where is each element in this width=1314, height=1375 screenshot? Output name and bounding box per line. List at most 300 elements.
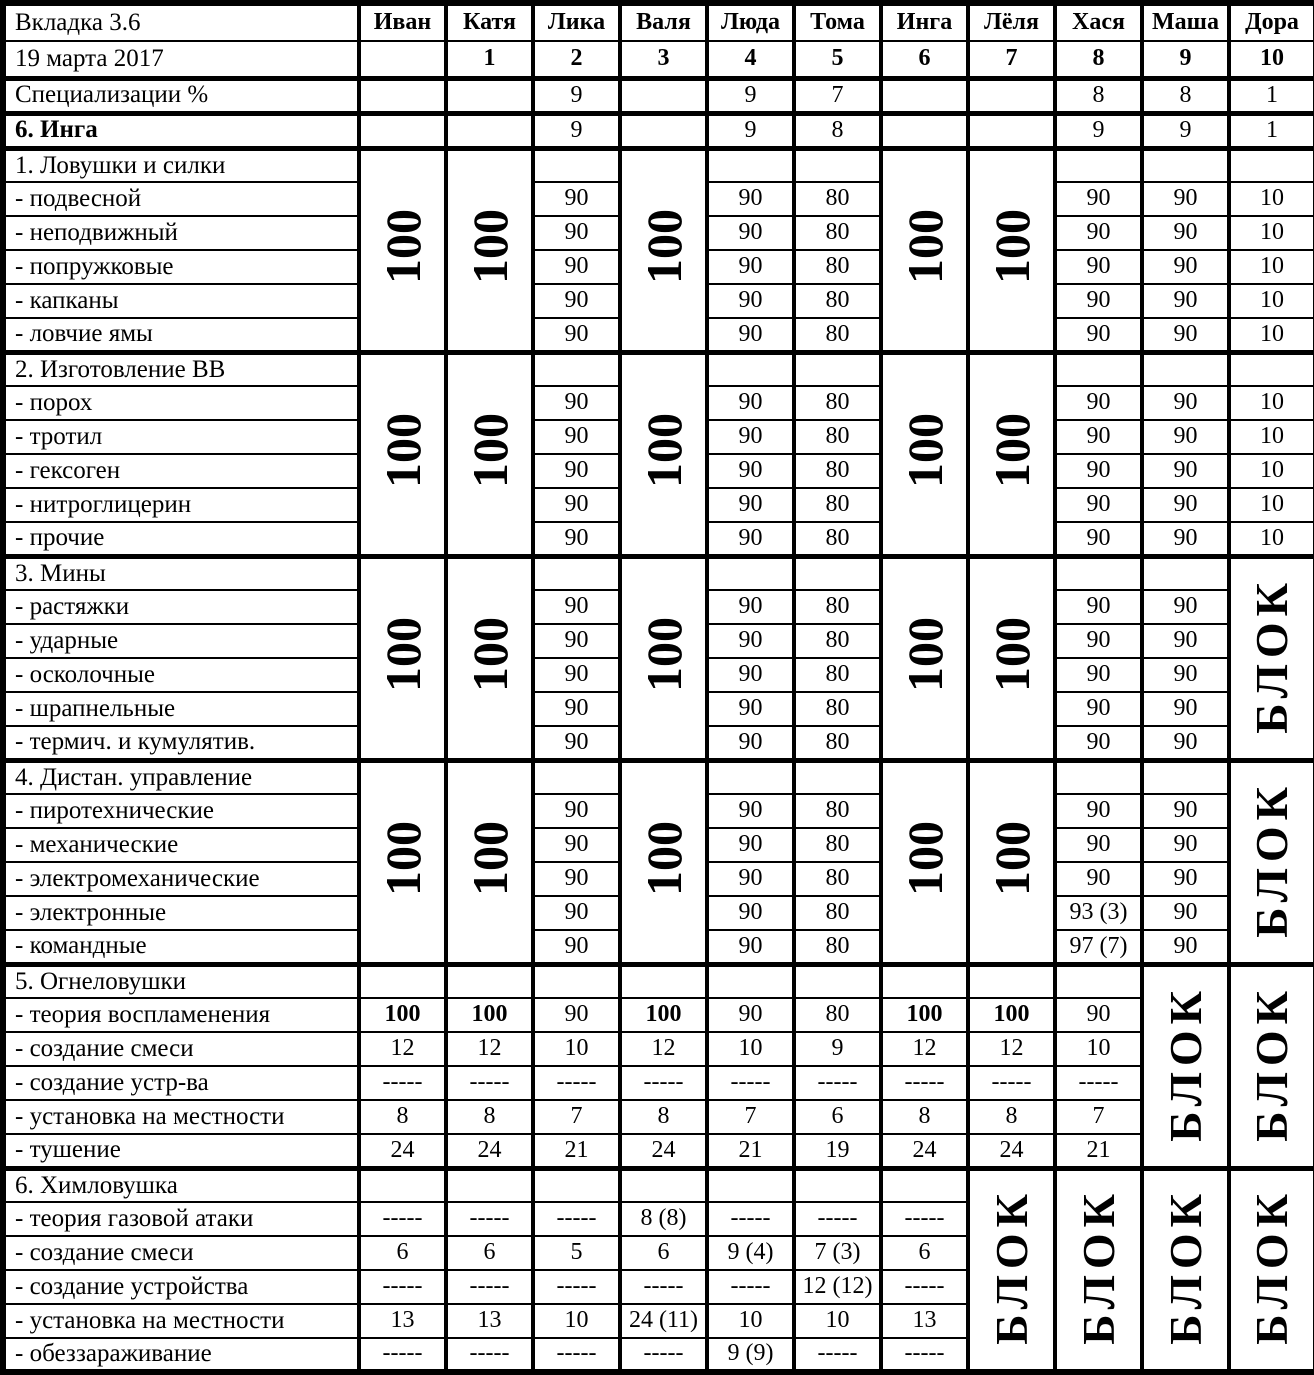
column-header: Лёля: [968, 3, 1055, 41]
value-cell: 10: [1229, 386, 1314, 420]
empty-cell: [1055, 148, 1142, 182]
value-cell: 9: [533, 113, 620, 148]
value-cell: 90: [1142, 862, 1229, 896]
vertical-text: 100: [983, 413, 1040, 489]
blocked-cell: [1142, 964, 1229, 1168]
item-label: - пиротехнические: [3, 794, 359, 828]
merged-100-cell: [620, 760, 707, 964]
item-label: - создание смеси: [3, 1236, 359, 1270]
value-cell: 100: [446, 998, 533, 1032]
column-number: 6: [881, 41, 968, 78]
table-row: [3, 556, 1314, 590]
value-cell: 80: [794, 624, 881, 658]
value-cell: 24: [359, 1134, 446, 1168]
merged-100-cell: [968, 352, 1055, 556]
vertical-text: 100: [896, 617, 953, 693]
value-cell: 90: [1055, 488, 1142, 522]
value-cell: 90: [707, 522, 794, 556]
value-cell: 7 (3): [794, 1236, 881, 1270]
value-cell: 24: [881, 1134, 968, 1168]
table-row: [3, 3, 1314, 41]
item-label: - электронные: [3, 896, 359, 930]
empty-cell: [533, 556, 620, 590]
empty-cell: [1055, 556, 1142, 590]
value-cell: 80: [794, 998, 881, 1032]
value-cell: 90: [533, 862, 620, 896]
value-cell: 90: [533, 386, 620, 420]
value-cell: 8: [1055, 78, 1142, 113]
value-cell: 7: [533, 1100, 620, 1134]
vertical-text: 100: [461, 413, 518, 489]
value-cell: 90: [1142, 216, 1229, 250]
empty-cell: [533, 148, 620, 182]
value-cell: [359, 113, 446, 148]
value-cell: -----: [620, 1338, 707, 1372]
value-cell: 24: [620, 1134, 707, 1168]
value-cell: 90: [1142, 794, 1229, 828]
empty-cell: [1055, 760, 1142, 794]
merged-100-cell: [359, 148, 446, 352]
empty-cell: [533, 760, 620, 794]
empty-cell: [707, 760, 794, 794]
table-row: [3, 148, 1314, 182]
vertical-text: 100: [896, 209, 953, 285]
empty-cell: [533, 1168, 620, 1202]
vertical-text: 100: [461, 821, 518, 897]
value-cell: 90: [707, 726, 794, 760]
value-cell: 90: [1055, 828, 1142, 862]
skills-table-body: [3, 3, 1314, 1372]
vertical-text: БЛОК: [1072, 1188, 1124, 1345]
empty-cell: [794, 556, 881, 590]
value-cell: 10: [1229, 318, 1314, 352]
empty-cell: [707, 964, 794, 998]
item-label: - установка на местности: [3, 1100, 359, 1134]
value-cell: -----: [359, 1270, 446, 1304]
value-cell: 5: [533, 1236, 620, 1270]
value-cell: 97 (7): [1055, 930, 1142, 964]
merged-100-cell: [881, 556, 968, 760]
value-cell: 21: [707, 1134, 794, 1168]
value-cell: 90: [1142, 284, 1229, 318]
item-label: - растяжки: [3, 590, 359, 624]
value-cell: 90: [1142, 182, 1229, 216]
empty-cell: [1055, 964, 1142, 998]
column-header: Тома: [794, 3, 881, 41]
vertical-text: БЛОК: [1246, 1188, 1297, 1345]
item-label: - обеззараживание: [3, 1338, 359, 1372]
empty-cell: [1142, 760, 1229, 794]
table-row: [3, 1066, 1314, 1100]
vertical-text: 100: [461, 209, 518, 285]
column-number: 2: [533, 41, 620, 78]
value-cell: 90: [707, 182, 794, 216]
value-cell: 1: [1229, 78, 1314, 113]
column-header: Инга: [881, 3, 968, 41]
merged-100-cell: [620, 352, 707, 556]
merged-100-cell: [881, 760, 968, 964]
value-cell: 10: [1229, 420, 1314, 454]
section-title: 1. Ловушки и силки: [3, 148, 359, 182]
value-cell: 10: [1229, 284, 1314, 318]
merged-100-cell: [359, 760, 446, 964]
value-cell: 90: [1142, 828, 1229, 862]
vertical-text: 100: [896, 413, 953, 489]
value-cell: 90: [1055, 454, 1142, 488]
value-cell: 90: [1055, 998, 1142, 1032]
value-cell: 80: [794, 318, 881, 352]
merged-100-cell: [881, 352, 968, 556]
merged-100-cell: [968, 148, 1055, 352]
empty-cell: [533, 352, 620, 386]
value-cell: 90: [707, 896, 794, 930]
value-cell: -----: [359, 1066, 446, 1100]
value-cell: 90: [707, 420, 794, 454]
item-label: - подвесной: [3, 182, 359, 216]
value-cell: 80: [794, 692, 881, 726]
vertical-text: БЛОК: [1246, 780, 1297, 938]
vertical-text: БЛОК: [1246, 984, 1297, 1142]
value-cell: 90: [707, 488, 794, 522]
column-number: 3: [620, 41, 707, 78]
value-cell: 8: [359, 1100, 446, 1134]
value-cell: -----: [881, 1338, 968, 1372]
value-cell: 90: [707, 386, 794, 420]
value-cell: 90: [1142, 658, 1229, 692]
value-cell: -----: [533, 1202, 620, 1236]
vertical-text: 100: [461, 617, 518, 693]
value-cell: 10: [1229, 250, 1314, 284]
value-cell: 12: [881, 1032, 968, 1066]
value-cell: 80: [794, 522, 881, 556]
value-cell: -----: [881, 1270, 968, 1304]
value-cell: 90: [707, 692, 794, 726]
value-cell: 12: [620, 1032, 707, 1066]
value-cell: 13: [881, 1304, 968, 1338]
column-header: Лика: [533, 3, 620, 41]
empty-cell: [1142, 556, 1229, 590]
table-row: [3, 760, 1314, 794]
value-cell: -----: [533, 1270, 620, 1304]
empty-cell: [446, 1168, 533, 1202]
empty-cell: [1142, 352, 1229, 386]
value-cell: 1: [1229, 113, 1314, 148]
item-label: - создание смеси: [3, 1032, 359, 1066]
value-cell: 90: [533, 454, 620, 488]
value-cell: 8: [620, 1100, 707, 1134]
value-cell: [620, 78, 707, 113]
value-cell: 8: [794, 113, 881, 148]
table-row: [3, 1032, 1314, 1066]
value-cell: 90: [707, 454, 794, 488]
value-cell: 10: [794, 1304, 881, 1338]
value-cell: 90: [1142, 250, 1229, 284]
value-cell: 7: [1055, 1100, 1142, 1134]
value-cell: 90: [707, 862, 794, 896]
value-cell: 90: [1055, 590, 1142, 624]
value-cell: [881, 78, 968, 113]
value-cell: 90: [707, 828, 794, 862]
value-cell: 80: [794, 658, 881, 692]
empty-cell: [794, 760, 881, 794]
value-cell: 80: [794, 726, 881, 760]
empty-cell: [1142, 148, 1229, 182]
merged-100-cell: [359, 352, 446, 556]
vertical-text: 100: [374, 617, 431, 693]
value-cell: 90: [707, 658, 794, 692]
item-label: - шрапнельные: [3, 692, 359, 726]
section-title: 3. Мины: [3, 556, 359, 590]
item-label: - электромеханические: [3, 862, 359, 896]
value-cell: 13: [359, 1304, 446, 1338]
blocked-cell: [1229, 1168, 1314, 1372]
empty-cell: [707, 352, 794, 386]
blocked-cell: [1229, 964, 1314, 1168]
item-label: - ловчие ямы: [3, 318, 359, 352]
table-row: [3, 352, 1314, 386]
merged-100-cell: [620, 556, 707, 760]
value-cell: -----: [446, 1338, 533, 1372]
empty-cell: [794, 964, 881, 998]
item-label: - порох: [3, 386, 359, 420]
value-cell: 90: [1055, 658, 1142, 692]
column-number: [359, 41, 446, 78]
item-label: - тротил: [3, 420, 359, 454]
empty-cell: [881, 964, 968, 998]
value-cell: 90: [1055, 794, 1142, 828]
value-cell: 90: [707, 318, 794, 352]
value-cell: 90: [1142, 386, 1229, 420]
empty-cell: [707, 556, 794, 590]
column-number: 7: [968, 41, 1055, 78]
empty-cell: [1055, 352, 1142, 386]
value-cell: 90: [707, 930, 794, 964]
table-row: [3, 1134, 1314, 1168]
vertical-text: 100: [983, 209, 1040, 285]
value-cell: 7: [707, 1100, 794, 1134]
column-header: Валя: [620, 3, 707, 41]
value-cell: 8: [968, 1100, 1055, 1134]
value-cell: 90: [1055, 216, 1142, 250]
merged-100-cell: [446, 556, 533, 760]
value-cell: 10: [707, 1304, 794, 1338]
value-cell: 9 (9): [707, 1338, 794, 1372]
value-cell: -----: [707, 1066, 794, 1100]
merged-100-cell: [446, 760, 533, 964]
value-cell: 90: [533, 794, 620, 828]
value-cell: 90: [707, 624, 794, 658]
value-cell: 90: [1055, 862, 1142, 896]
value-cell: 9: [707, 78, 794, 113]
merged-100-cell: [881, 148, 968, 352]
vertical-text: БЛОК: [1159, 984, 1211, 1142]
value-cell: 90: [533, 182, 620, 216]
value-cell: 10: [1055, 1032, 1142, 1066]
column-number: 10: [1229, 41, 1314, 78]
section-title: 5. Огнеловушки: [3, 964, 359, 998]
value-cell: 90: [1055, 318, 1142, 352]
value-cell: 90: [1142, 590, 1229, 624]
value-cell: 8 (8): [620, 1202, 707, 1236]
value-cell: 6: [794, 1100, 881, 1134]
value-cell: 90: [1142, 896, 1229, 930]
value-cell: 90: [1055, 726, 1142, 760]
vertical-text: 100: [983, 821, 1040, 897]
item-label: - прочие: [3, 522, 359, 556]
vertical-text: 100: [635, 617, 692, 693]
value-cell: 90: [1142, 930, 1229, 964]
value-cell: 90: [533, 658, 620, 692]
value-cell: 80: [794, 250, 881, 284]
value-cell: 90: [1142, 420, 1229, 454]
item-label: - попружковые: [3, 250, 359, 284]
value-cell: 100: [620, 998, 707, 1032]
value-cell: 80: [794, 862, 881, 896]
value-cell: 80: [794, 454, 881, 488]
value-cell: 90: [1142, 454, 1229, 488]
merged-100-cell: [359, 556, 446, 760]
empty-cell: [707, 1168, 794, 1202]
empty-cell: [446, 964, 533, 998]
value-cell: 100: [881, 998, 968, 1032]
value-cell: 80: [794, 216, 881, 250]
empty-cell: [359, 1168, 446, 1202]
table-row: [3, 78, 1314, 113]
value-cell: 90: [707, 998, 794, 1032]
value-cell: 90: [1055, 420, 1142, 454]
value-cell: 80: [794, 284, 881, 318]
value-cell: 90: [533, 726, 620, 760]
empty-cell: [359, 964, 446, 998]
empty-cell: [881, 1168, 968, 1202]
merged-100-cell: [968, 760, 1055, 964]
value-cell: 13: [446, 1304, 533, 1338]
value-cell: -----: [881, 1066, 968, 1100]
value-cell: 12 (12): [794, 1270, 881, 1304]
merged-100-cell: [968, 556, 1055, 760]
document-date-cell: 19 марта 2017: [3, 41, 359, 78]
value-cell: 10: [533, 1032, 620, 1066]
value-cell: 90: [1142, 726, 1229, 760]
item-label: - капканы: [3, 284, 359, 318]
value-cell: 6: [881, 1236, 968, 1270]
empty-cell: [620, 1168, 707, 1202]
value-cell: 19: [794, 1134, 881, 1168]
value-cell: 90: [1142, 488, 1229, 522]
vertical-text: 100: [374, 821, 431, 897]
table-row: [3, 1168, 1314, 1202]
value-cell: 10: [533, 1304, 620, 1338]
value-cell: [881, 113, 968, 148]
value-cell: 80: [794, 386, 881, 420]
item-label: - неподвижный: [3, 216, 359, 250]
value-cell: 100: [968, 998, 1055, 1032]
value-cell: 90: [707, 216, 794, 250]
blocked-cell: [1229, 556, 1314, 760]
column-number: 5: [794, 41, 881, 78]
value-cell: 10: [1229, 522, 1314, 556]
value-cell: 90: [1055, 692, 1142, 726]
value-cell: 93 (3): [1055, 896, 1142, 930]
item-label: - осколочные: [3, 658, 359, 692]
vertical-text: 100: [983, 617, 1040, 693]
value-cell: 12: [446, 1032, 533, 1066]
value-cell: [359, 78, 446, 113]
value-cell: 9 (4): [707, 1236, 794, 1270]
table-row: [3, 113, 1314, 148]
value-cell: 90: [1055, 182, 1142, 216]
empty-cell: [533, 964, 620, 998]
value-cell: 80: [794, 182, 881, 216]
value-cell: 90: [533, 522, 620, 556]
item-label: - термич. и кумулятив.: [3, 726, 359, 760]
value-cell: 80: [794, 930, 881, 964]
value-cell: [968, 78, 1055, 113]
vertical-text: 100: [374, 413, 431, 489]
value-cell: 6: [446, 1236, 533, 1270]
column-number: 4: [707, 41, 794, 78]
item-label: - создание устройства: [3, 1270, 359, 1304]
value-cell: 24: [968, 1134, 1055, 1168]
empty-cell: [1229, 352, 1314, 386]
value-cell: -----: [1055, 1066, 1142, 1100]
value-cell: -----: [359, 1338, 446, 1372]
value-cell: 10: [1229, 454, 1314, 488]
value-cell: 80: [794, 488, 881, 522]
item-label: - тушение: [3, 1134, 359, 1168]
blocked-cell: [1055, 1168, 1142, 1372]
value-cell: 90: [533, 896, 620, 930]
value-cell: 90: [533, 930, 620, 964]
value-cell: [446, 78, 533, 113]
column-header: Люда: [707, 3, 794, 41]
document-title-cell: Вкладка 3.6: [3, 3, 359, 41]
value-cell: 8: [881, 1100, 968, 1134]
vertical-text: БЛОК: [1159, 1188, 1211, 1345]
value-cell: 6: [620, 1236, 707, 1270]
empty-cell: [794, 1168, 881, 1202]
row-label: Специализации %: [3, 78, 359, 113]
value-cell: [620, 113, 707, 148]
value-cell: -----: [968, 1066, 1055, 1100]
value-cell: 90: [1142, 318, 1229, 352]
value-cell: -----: [446, 1066, 533, 1100]
value-cell: 90: [533, 590, 620, 624]
value-cell: 10: [1229, 216, 1314, 250]
column-header: Иван: [359, 3, 446, 41]
value-cell: 90: [533, 216, 620, 250]
blocked-cell: [1229, 760, 1314, 964]
column-header: Дора: [1229, 3, 1314, 41]
value-cell: -----: [446, 1202, 533, 1236]
value-cell: 7: [794, 78, 881, 113]
value-cell: 80: [794, 590, 881, 624]
value-cell: 80: [794, 420, 881, 454]
empty-cell: [794, 148, 881, 182]
value-cell: -----: [359, 1202, 446, 1236]
item-label: - теория газовой атаки: [3, 1202, 359, 1236]
vertical-text: 100: [635, 209, 692, 285]
value-cell: -----: [533, 1066, 620, 1100]
section-title: 4. Дистан. управление: [3, 760, 359, 794]
value-cell: 90: [1142, 522, 1229, 556]
value-cell: -----: [707, 1202, 794, 1236]
value-cell: 80: [794, 794, 881, 828]
value-cell: 90: [533, 998, 620, 1032]
value-cell: 80: [794, 828, 881, 862]
value-cell: 90: [707, 794, 794, 828]
value-cell: 90: [707, 250, 794, 284]
